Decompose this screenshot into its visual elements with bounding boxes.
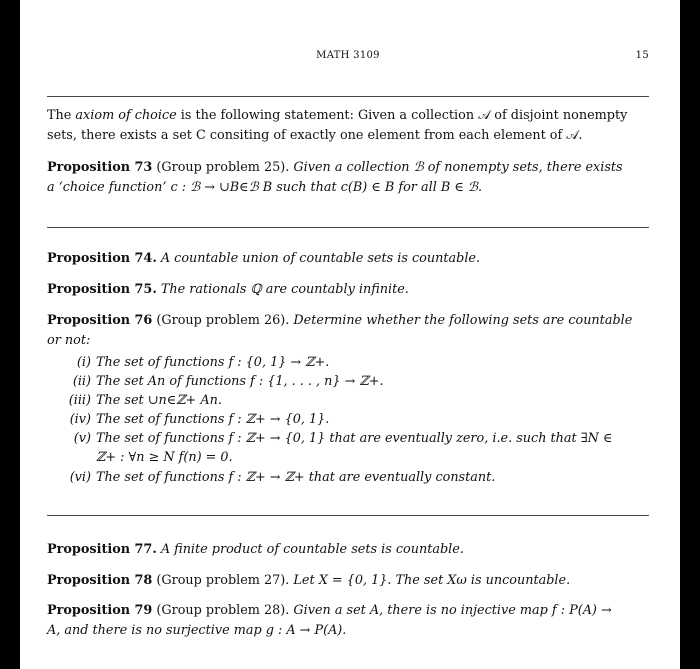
proposition-76: Proposition 76 (Group problem 26). Determine whether the following sets are countable or not:: [47, 313, 633, 348]
page-number: 15: [635, 50, 649, 61]
proposition-title: Proposition 75.: [47, 282, 157, 297]
section-divider: [47, 227, 649, 228]
proposition-title: Proposition 77.: [47, 542, 157, 557]
list-item: (v) The set of functions f : ℤ+ → {0, 1} that are eventually zero, i.e. such that ∃N ∈: [73, 431, 613, 446]
axiom-of-choice-paragraph: The axiom of choice is the following statement: Given a collection 𝒜 of disjoint nonempty sets, there exists a set C consiting of exactly one element from each element of 𝒜.: [47, 108, 628, 143]
proposition-74: Proposition 74. A countable union of countable sets is countable.: [47, 251, 481, 266]
document-page: [20, 0, 680, 669]
list-item: (iv) The set of functions f : ℤ+ → {0, 1}.: [69, 412, 330, 427]
proposition-title: Proposition 79: [47, 603, 153, 618]
section-divider: [47, 515, 649, 516]
list-item-continuation: ℤ+ : ∀n ≥ N f(n) = 0.: [96, 450, 233, 465]
proposition-title: Proposition 78: [47, 573, 153, 588]
proposition-title: Proposition 76: [47, 313, 153, 328]
course-title: MATH 3109: [316, 50, 380, 61]
proposition-title: Proposition 73: [47, 160, 153, 175]
proposition-77: Proposition 77. A finite product of countable sets is countable.: [47, 542, 464, 557]
proposition-75: Proposition 75. The rationals ℚ are countably infinite.: [47, 282, 409, 297]
list-item: (vi) The set of functions f : ℤ+ → ℤ+ that are eventually constant.: [69, 470, 496, 485]
axiom-term: axiom of choice: [75, 108, 177, 123]
proposition-78: Proposition 78 (Group problem 27). Let X = {0, 1}. The set Xω is uncountable.: [47, 573, 571, 588]
list-item: (ii) The set An of functions f : {1, . . . , n} → ℤ+.: [72, 374, 384, 389]
proposition-title: Proposition 74.: [47, 251, 157, 266]
section-divider: [47, 96, 649, 97]
running-header: [47, 50, 649, 66]
list-item: (i) The set of functions f : {0, 1} → ℤ+.: [76, 355, 330, 370]
proposition-73: Proposition 73 (Group problem 25). Given a collection ℬ of nonempty sets, there exists a ‘choice function’ c : ℬ → ∪B∈ℬ B such that c(B) ∈ B for all B ∈ ℬ.: [47, 160, 623, 195]
proposition-79: Proposition 79 (Group problem 28). Given a set A, there is no injective map f : P(A) → A, and there is no surjective map g : A → P(A).: [47, 603, 612, 638]
list-item: (iii) The set ∪n∈ℤ+ An.: [68, 393, 222, 408]
